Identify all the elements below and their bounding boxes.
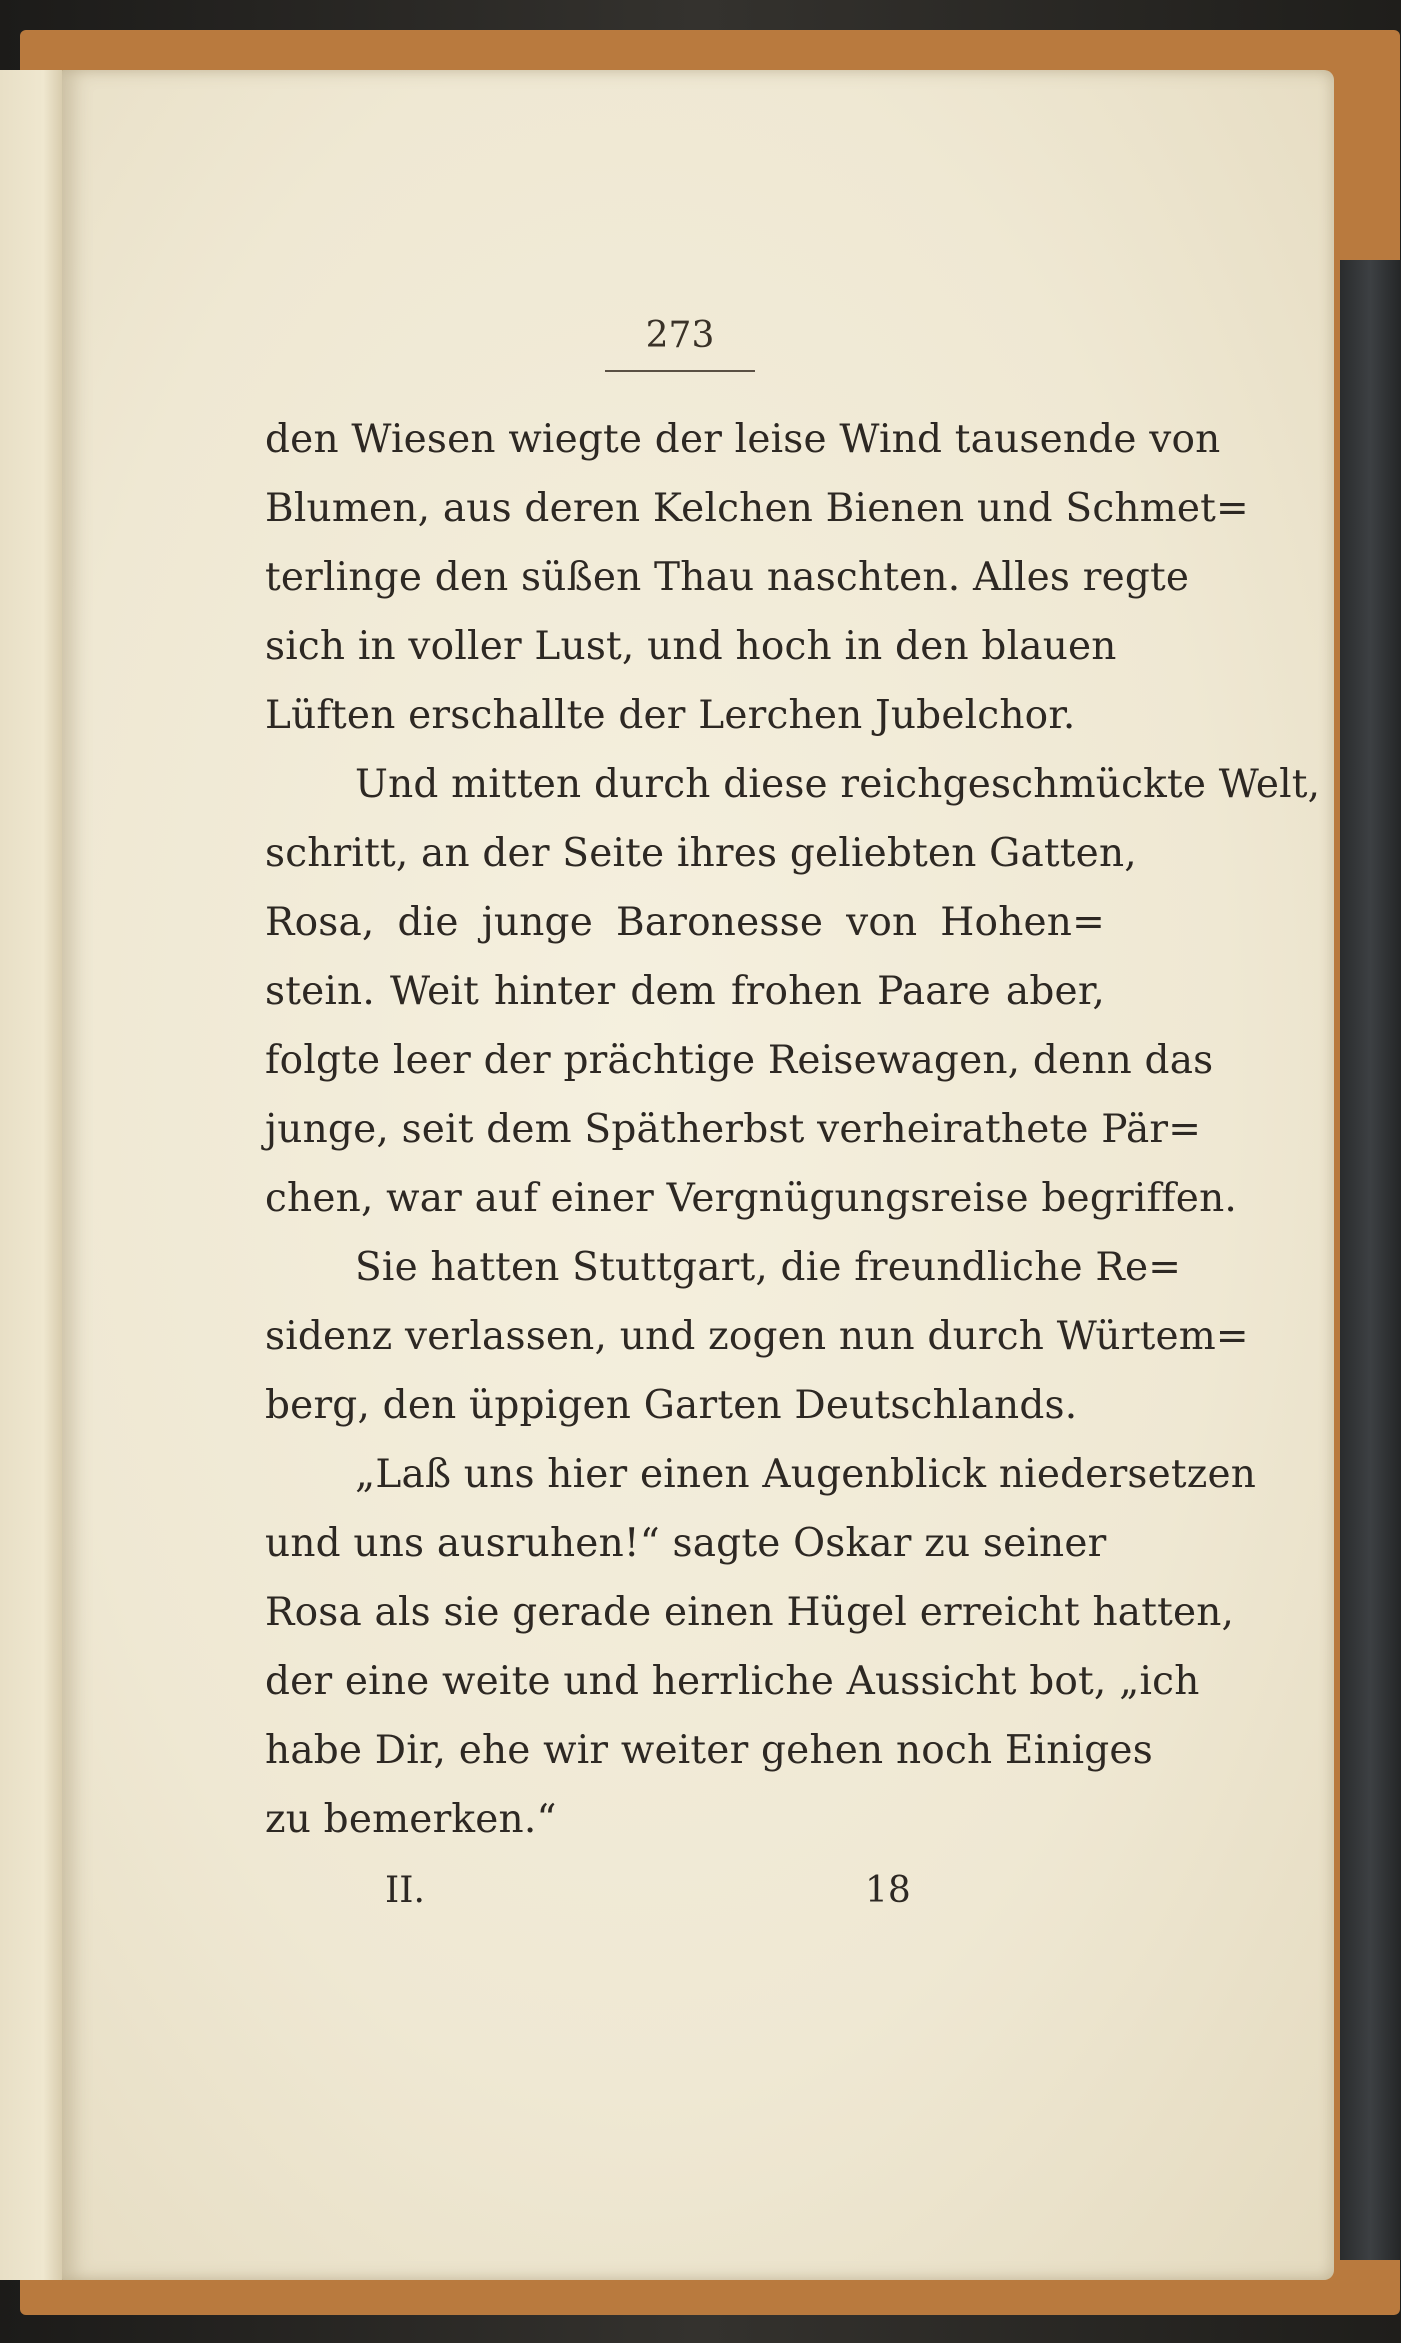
text-line: Und mitten durch diese reichgeschmückte Welt, [355, 762, 1321, 807]
text-line: Lüften erschallte der Lerchen Jubelchor. [265, 693, 1076, 738]
header-rule [605, 370, 755, 372]
text-line: schritt, an der Seite ihres geliebten Gatten, [265, 831, 1137, 876]
text-line: und uns ausruhen!“ sagte Oskar zu seiner [265, 1521, 1107, 1566]
text-line: berg, den üppigen Garten Deutschlands. [265, 1383, 1078, 1428]
text-line: terlinge den süßen Thau naschten. Alles regte [265, 555, 1190, 600]
text-line: Rosa als sie gerade einen Hügel erreicht hatten, [265, 1590, 1235, 1635]
previous-page-edge [0, 70, 64, 2280]
text-line: Rosa, die junge Baronesse von Hohen= [265, 900, 1105, 945]
text-line: der eine weite und herrliche Aussicht bot, „ich [265, 1659, 1200, 1704]
footer-volume-mark: II. [385, 1870, 425, 1911]
page-text [265, 405, 1321, 1854]
text-line: „Laß uns hier einen Augenblick niedersetzen [355, 1452, 1257, 1497]
text-line: sidenz verlassen, und zogen nun durch Würtem= [265, 1314, 1249, 1359]
text-line: zu bemerken.“ [265, 1797, 557, 1842]
text-line: Sie hatten Stuttgart, die freundliche Re= [355, 1245, 1182, 1290]
text-line: sich in voller Lust, und hoch in den blauen [265, 624, 1117, 669]
text-line: habe Dir, ehe wir weiter gehen noch Einiges [265, 1728, 1153, 1773]
text-line: stein. Weit hinter dem frohen Paare aber, [265, 969, 1105, 1014]
text-line: junge, seit dem Spätherbst verheirathete Pär= [265, 1107, 1202, 1152]
page-number: 273 [645, 315, 715, 356]
book-cover-spine-edge [1340, 260, 1401, 2260]
text-line: den Wiesen wiegte der leise Wind tausende von [265, 417, 1221, 462]
text-line: chen, war auf einer Vergnügungsreise begriffen. [265, 1176, 1237, 1221]
text-line: Blumen, aus deren Kelchen Bienen und Schmet= [265, 486, 1249, 531]
text-line: folgte leer der prächtige Reisewagen, denn das [265, 1038, 1214, 1083]
footer-signature-mark: 18 [865, 1870, 911, 1911]
